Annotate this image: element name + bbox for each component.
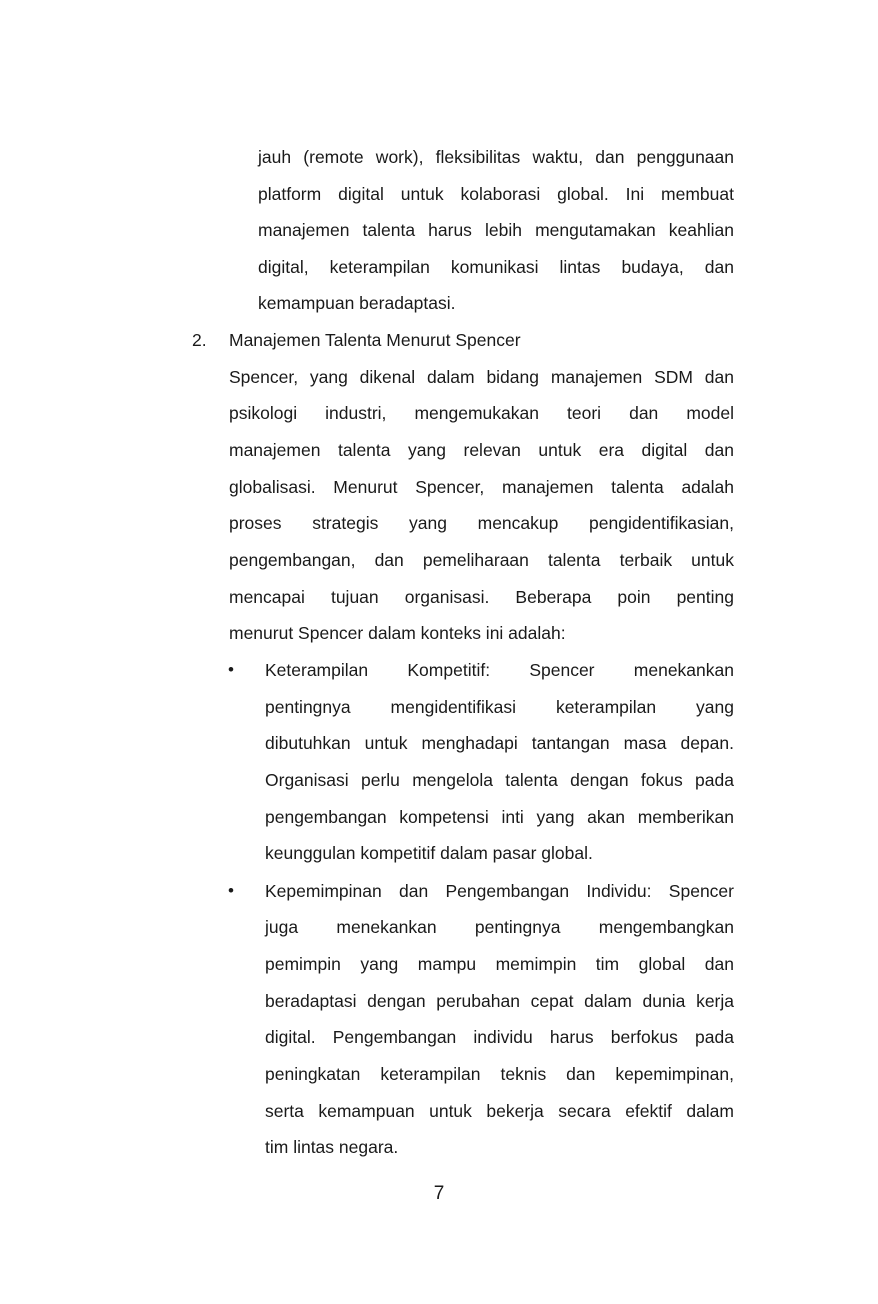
bullet-line: pengembangan kompetensi inti yang akan memberikan — [265, 807, 734, 827]
bullet-line: keunggulan kompetitif dalam pasar global. — [265, 843, 593, 863]
bullet-line: juga menekankan pentingnya mengembangkan — [265, 917, 734, 937]
bullet-line: serta kemampuan untuk bekerja secara efektif dalam — [265, 1101, 734, 1121]
bullet-line: peningkatan keterampilan teknis dan kepemimpinan, — [265, 1064, 734, 1084]
bullet-line: Organisasi perlu mengelola talenta dengan fokus pada — [265, 770, 734, 790]
paragraph-line: jauh (remote work), fleksibilitas waktu, dan penggunaan — [258, 147, 734, 167]
bullet-line: pentingnya mengidentifikasi keterampilan yang — [265, 697, 734, 717]
section-heading: Manajemen Talenta Menurut Spencer — [229, 330, 521, 350]
paragraph-line: digital, keterampilan komunikasi lintas budaya, dan — [258, 257, 734, 277]
bullet-symbol: • — [228, 881, 234, 900]
section-number: 2. — [192, 330, 207, 350]
bullet-line: Kepemimpinan dan Pengembangan Individu: Spencer — [265, 881, 734, 901]
bullet-line: digital. Pengembangan individu harus berfokus pada — [265, 1027, 734, 1047]
paragraph-line: kemampuan beradaptasi. — [258, 293, 456, 313]
paragraph-line: platform digital untuk kolaborasi global. Ini membuat — [258, 184, 734, 204]
paragraph-line: pengembangan, dan pemeliharaan talenta terbaik untuk — [229, 550, 734, 570]
bullet-line: tim lintas negara. — [265, 1137, 399, 1157]
bullet-line: pemimpin yang mampu memimpin tim global dan — [265, 954, 734, 974]
paragraph-line: manajemen talenta yang relevan untuk era digital dan — [229, 440, 734, 460]
bullet-line: beradaptasi dengan perubahan cepat dalam dunia kerja — [265, 991, 734, 1011]
paragraph-line: menurut Spencer dalam konteks ini adalah: — [229, 623, 566, 643]
bullet-symbol: • — [228, 660, 234, 679]
paragraph-line: globalisasi. Menurut Spencer, manajemen talenta adalah — [229, 477, 734, 497]
paragraph-line: manajemen talenta harus lebih mengutamakan keahlian — [258, 220, 734, 240]
bullet-line: dibutuhkan untuk menghadapi tantangan masa depan. — [265, 733, 734, 753]
paragraph-line: psikologi industri, mengemukakan teori dan model — [229, 403, 734, 423]
paragraph-line: Spencer, yang dikenal dalam bidang manajemen SDM dan — [229, 367, 734, 387]
paragraph-line: mencapai tujuan organisasi. Beberapa poin penting — [229, 587, 734, 607]
page-number: 7 — [433, 1183, 445, 1204]
bullet-line: Keterampilan Kompetitif: Spencer menekankan — [265, 660, 734, 680]
paragraph-line: proses strategis yang mencakup pengidentifikasian, — [229, 513, 734, 533]
